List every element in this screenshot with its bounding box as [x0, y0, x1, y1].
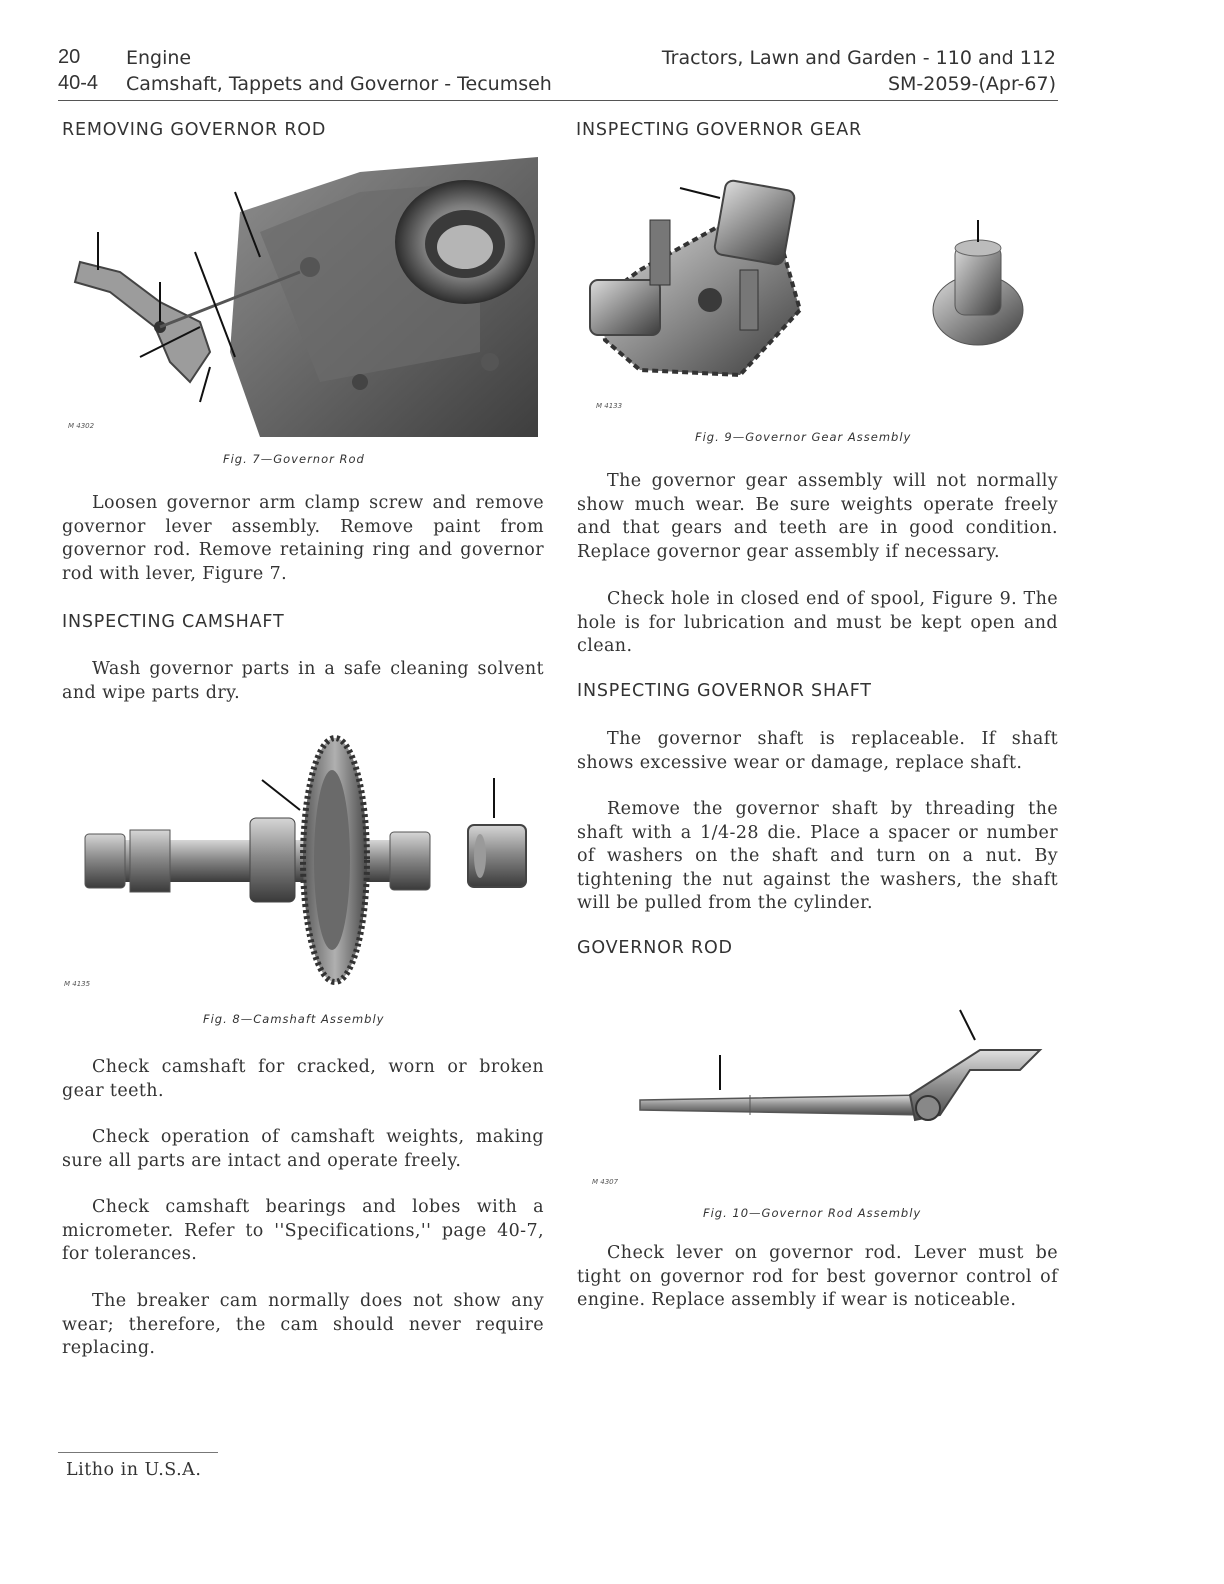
para-check-weights: Check operation of camshaft weights, making sure all parts are intact and operate freely. [62, 1127, 544, 1171]
section-number: 40-4 [58, 72, 99, 94]
figure-9-negative: M 4133 [596, 402, 623, 410]
figure-10-negative: M 4307 [592, 1178, 619, 1186]
figure-7-caption: Fig. 7—Governor Rod [223, 452, 365, 466]
figure-7-governor-rod-photo [60, 152, 540, 437]
para-gear: The governor gear assembly will not normally show much wear. Be sure weights operate freely and that gears and teeth are in good condition. Replace governor gear assembly if necessary. [577, 471, 1058, 562]
para-lever: Check lever on governor rod. Lever must be tight on governor rod for best governor control of engine. Replace assembly if wear is noticeable. [577, 1243, 1058, 1310]
governor-lever-part [75, 262, 210, 382]
figure-10-caption: Fig. 10—Governor Rod Assembly [703, 1206, 922, 1220]
para-check-bearings: Check camshaft bearings and lobes with a micrometer. Refer to ''Specifications,'' page 40-7, for tolerances. [62, 1197, 544, 1264]
section-title: Camshaft, Tappets and Governor - Tecumseh [126, 73, 552, 95]
group-title: Engine [126, 47, 192, 69]
figure-8-negative: M 4135 [64, 980, 91, 988]
heading-inspecting-governor-gear: INSPECTING GOVERNOR GEAR [576, 120, 863, 140]
manual-code: SM-2059-(Apr-67) [887, 73, 1056, 95]
figure-9-caption: Fig. 9—Governor Gear Assembly [695, 430, 912, 444]
figure-8-caption: Fig. 8—Camshaft Assembly [203, 1012, 385, 1026]
litho-note: Litho in U.S.A. [66, 1460, 202, 1480]
page-number: 20 [58, 46, 81, 68]
heading-inspecting-camshaft: INSPECTING CAMSHAFT [62, 612, 285, 632]
para-breaker-cam: The breaker cam normally does not show any wear; therefore, the cam should never require replacing. [62, 1291, 544, 1358]
figure-9-governor-gear-photo [580, 160, 1050, 410]
figure-10-governor-rod-photo [620, 990, 1060, 1140]
para-check-teeth: Check camshaft for cracked, worn or broken gear teeth. [62, 1057, 544, 1101]
footer-rule [58, 1452, 218, 1453]
figure-8-camshaft-photo [60, 730, 540, 990]
heading-inspecting-governor-shaft: INSPECTING GOVERNOR SHAFT [577, 681, 872, 701]
manual-title: Tractors, Lawn and Garden - 110 and 112 [661, 47, 1056, 69]
heading-removing-governor-rod: REMOVING GOVERNOR ROD [62, 120, 327, 140]
para-wash: Wash governor parts in a safe cleaning solvent and wipe parts dry. [62, 659, 544, 703]
rod-shaft [640, 1095, 925, 1115]
figure-7-negative: M 4302 [68, 422, 95, 430]
para-remove-shaft: Remove the governor shaft by threading the shaft with a 1/4-28 die. Place a spacer or number of washers on the shaft and turn on a nut. By tightening the nut against the washers, the shaft will be pulled from the cylinder. [577, 799, 1058, 913]
para-hole: Check hole in closed end of spool, Figure 9. The hole is for lubrication and must be kept open and clean. [577, 589, 1058, 656]
para-shaft: The governor shaft is replaceable. If shaft shows excessive wear or damage, replace shaft. [577, 729, 1058, 773]
heading-governor-rod: GOVERNOR ROD [577, 938, 733, 958]
para-loosen: Loosen governor arm clamp screw and remove governor lever assembly. Remove paint from governor rod. Remove retaining ring and governor rod with lever, Figure 7. [62, 493, 544, 584]
header-rule [58, 100, 1058, 101]
